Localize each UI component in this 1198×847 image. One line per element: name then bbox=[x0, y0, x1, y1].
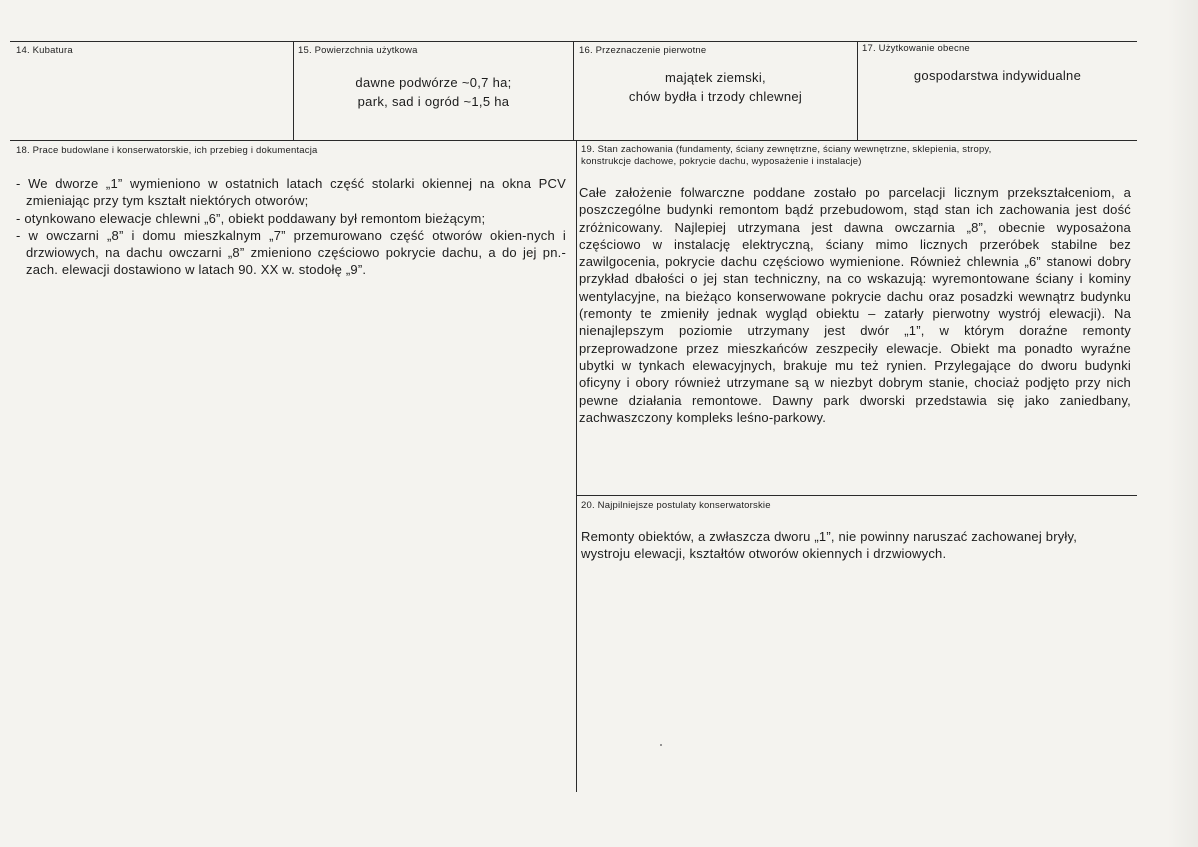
prace-item-2: - otynkowano elewacje chlewni „6”, obiekt poddawany był remontom bieżącym; bbox=[16, 210, 486, 226]
divider-18-19 bbox=[576, 140, 577, 792]
kubatura-label: 14. Kubatura bbox=[16, 45, 73, 56]
prace-item-1: - We dworze „1” wymieniono w ostatnich latach część stolarki okiennej na okna PCV zmieniając przy tym kształt niektórych otworów; bbox=[16, 176, 566, 209]
prace-list-box bbox=[16, 175, 566, 279]
powierzchnia-line-2: park, sad i ogród ~1,5 ha bbox=[357, 94, 510, 109]
stan-zachowania-label bbox=[581, 144, 1136, 168]
prace-list bbox=[16, 175, 566, 279]
powierzchnia-line-1: dawne podwórze ~0,7 ha; bbox=[355, 75, 512, 90]
powierzchnia-label: 15. Powierzchnia użytkowa bbox=[298, 45, 418, 56]
postulaty-label: 20. Najpilniejsze postulaty konserwatorskie bbox=[581, 500, 771, 511]
postulaty-text: Remonty obiektów, a zwłaszcza dworu „1”, nie powinny naruszać zachowanej bryły, wystroju elewacji, kształtów otworów okiennych i drzwiowych. bbox=[581, 529, 1078, 562]
powierzchnia-value bbox=[294, 73, 573, 111]
uzytkowanie-value: gospodarstwa indywidualne bbox=[913, 68, 1082, 83]
prace-label: 18. Prace budowlane i konserwatorskie, ich przebieg i dokumentacja bbox=[16, 145, 318, 156]
row-rule-2 bbox=[576, 495, 1137, 496]
przeznaczenie-label: 16. Przeznaczenie pierwotne bbox=[579, 45, 707, 56]
row-rule-1 bbox=[10, 140, 1137, 141]
przeznaczenie-line-1: majątek ziemski, bbox=[665, 70, 766, 85]
uzytkowanie-label: 17. Użytkowanie obecne bbox=[862, 43, 970, 54]
divider-16-17 bbox=[857, 41, 858, 140]
stan-zachowania-label-line-2: konstrukcje dachowe, pokrycie dachu, wyposażenie i instalacje) bbox=[581, 156, 862, 167]
prace-item-3: - w owczarni „8” i domu mieszkalnym „7” przemurowano część otworów okien-nych i drzwiowych, na dachu owczarni „8” zmieniono częściowo pokrycie dachu, a do jej pn.-zach. elewacji dostawiono w latach 90. XX w. stodołę „9”. bbox=[16, 227, 566, 278]
przeznaczenie-value bbox=[574, 68, 857, 106]
stan-zachowania-label-line-1: 19. Stan zachowania (fundamenty, ściany zewnętrzne, ściany wewnętrzne, sklepienia, stropy, bbox=[581, 144, 992, 155]
stan-zachowania-text: Całe założenie folwarczne poddane zostało po parcelacji licznym przekształceniom, a poszczególne budynki remontom bądź przebudowom, stąd stan ich zachowania jest dość zróżnicowany. Najlepiej utrzymana jest dawna owczarnia „8”, obecnie wyposażona częściowo w instalację elektryczną, ściany mimo licznych przeróbek stabilne bez zawilgocenia, pokrycie dachu częściowo wymienione. Również chlewnia „6” stanowi dobry przykład dbałości o jej stan techniczny, na co wskazują: wyremontowane ściany i kominy wentylacyjne, na bieżąco konserwowane pokrycie dachu oraz posadzki wewnątrz budynku (remonty te zmieniły jednak wygląd obiektu – zatarły pierwotny wystrój elewacji). Na nienajlepszym poziomie utrzymany jest dwór „1”, w którym doraźne remonty przeprowadzone przez mieszkańców zeszpeciły elewacje. Obiekt ma ponadto wyraźne ubytki w tynkach elewacyjnych, brakuje mu też rynien. Przylegające do dworu budynki oficyny i obory również utrzymane są w niezbyt dobrym stanie, chociaż podjęto przy nich pewne działania remontowe. Dawny park dworski przedstawia się jako zaniedbany, zachwaszczony kompleks leśno-parkowy. bbox=[579, 185, 1131, 425]
scan-edge bbox=[1168, 0, 1198, 847]
scan-speck bbox=[660, 744, 662, 746]
przeznaczenie-line-2: chów bydła i trzody chlewnej bbox=[628, 89, 803, 104]
